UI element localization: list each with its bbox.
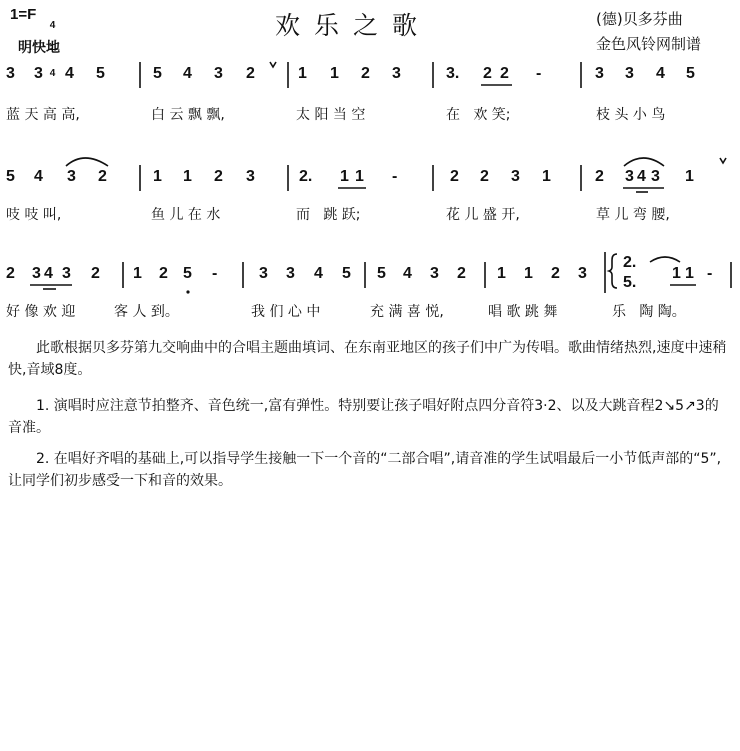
note: - [392,168,398,185]
note: 3 [259,265,268,282]
note: 3 [214,65,223,82]
note: 1 [672,265,681,282]
meter-top: 4 [49,20,56,31]
note: 4 [65,65,74,82]
note: 2 [551,265,560,282]
note: - [212,265,218,282]
note: 3 [651,168,660,185]
slur [66,158,108,166]
note: 4 [403,265,412,282]
note: 3 [32,265,41,282]
meter-bottom: 4 [49,68,56,79]
note: 5 [342,265,351,282]
note: 4 [44,265,53,282]
lyric-text: 白 云 飘 飘, [151,107,225,123]
note: 2. [299,168,313,185]
note: 1 [355,168,364,185]
note: 3 [578,265,587,282]
note: 5 [153,65,162,82]
tip-paragraph-2: 2. 在唱好齐唱的基础上,可以指导学生接触一下一个音的“二部合唱”,请音准的学生试唱最后一小节低声部的“5”,让同学们初步感受一下和音的效果。 [8,451,722,489]
lyric-text: 客 人 到。 [114,304,179,320]
note: 2 [6,265,15,282]
note: 3 [625,65,634,82]
note: 5 [183,265,192,282]
note: 3 [511,168,520,185]
lyric-text: 乐 陶 陶。 [612,304,686,320]
slur [650,257,680,262]
note: 2 [159,265,168,282]
note: 3 [34,65,43,82]
lyric-text: 花 儿 盛 开, [446,207,520,223]
tip-paragraph-1: 1. 演唱时应注意节拍整齐、音色统一,富有弹性。特别要让孩子唱好附点四分音符3·2、以及大跳音程2↘5↗3的音准。 [8,398,719,436]
lyric-text: 草 儿 弯 腰, [596,207,670,223]
note: 1 [497,265,506,282]
note: 2 [214,168,223,185]
note: 2 [595,168,604,185]
note: 3 [286,265,295,282]
lyric-text: 而 跳 跃; [296,207,361,223]
lyric-text: 蓝 天 高 高, [6,107,80,123]
note: 4 [314,265,323,282]
note: 4 [183,65,192,82]
note: 5 [6,168,15,185]
composer-credit: (德)贝多芬曲 [596,10,683,28]
note: 1 [183,168,192,185]
note: 1 [330,65,339,82]
note: 3 [430,265,439,282]
note: 1 [133,265,142,282]
breath-mark [720,158,726,163]
note: 3 [625,168,634,185]
note: 2. [623,254,637,271]
note: 3 [62,265,71,282]
chord-brace [609,254,617,288]
tempo-marking: 明快地 [18,40,60,56]
lyric-text: 充 满 喜 悦, [370,304,444,320]
note: 2 [457,265,466,282]
note: - [707,265,713,282]
note: 3 [595,65,604,82]
note: 5 [686,65,695,82]
lyric-text: 枝 头 小 鸟 [596,107,666,123]
note: 4 [637,168,646,185]
note: 1 [542,168,551,185]
note: 4 [34,168,43,185]
note: 3 [392,65,401,82]
note: 3 [6,65,15,82]
slur [624,158,664,166]
note: 4 [656,65,665,82]
lyric-text: 太 阳 当 空 [296,107,366,123]
lyric-text: 好 像 欢 迎 [6,304,76,320]
note: 2 [98,168,107,185]
lyric-text: 唱 歌 跳 舞 [488,304,558,320]
lyric-text: 在 欢 笑; [446,107,511,123]
note: 2 [91,265,100,282]
note: 1 [524,265,533,282]
score-maker-credit: 金色风铃网制谱 [596,35,702,53]
lyric-text: 我 们 心 中 [251,304,321,320]
note: - [536,65,542,82]
lyric-text: 鱼 儿 在 水 [151,207,221,223]
note: 1 [340,168,349,185]
note: 2 [500,65,509,82]
note: 2 [246,65,255,82]
description-paragraph: 此歌根据贝多芬第九交响曲中的合唱主题曲填词、在东南亚地区的孩子们中广为传唱。歌曲情绪热烈,速度中速稍快,音域8度。 [8,340,727,378]
note: 1 [298,65,307,82]
note: 3 [67,168,76,185]
note: 1 [153,168,162,185]
note: 2 [361,65,370,82]
note: 2 [483,65,492,82]
key-signature: 1=F [10,6,37,23]
note: 3 [246,168,255,185]
note: 2 [450,168,459,185]
note: 2 [480,168,489,185]
breath-mark [270,62,276,67]
note: 1 [685,265,694,282]
octave-dot [186,290,189,293]
note: 5. [623,274,637,291]
note: 5 [377,265,386,282]
note: 1 [685,168,694,185]
note: 3. [446,65,460,82]
note: 5 [96,65,105,82]
lyric-text: 吱 吱 叫, [6,207,62,223]
song-title: 欢乐之歌 [275,11,432,40]
